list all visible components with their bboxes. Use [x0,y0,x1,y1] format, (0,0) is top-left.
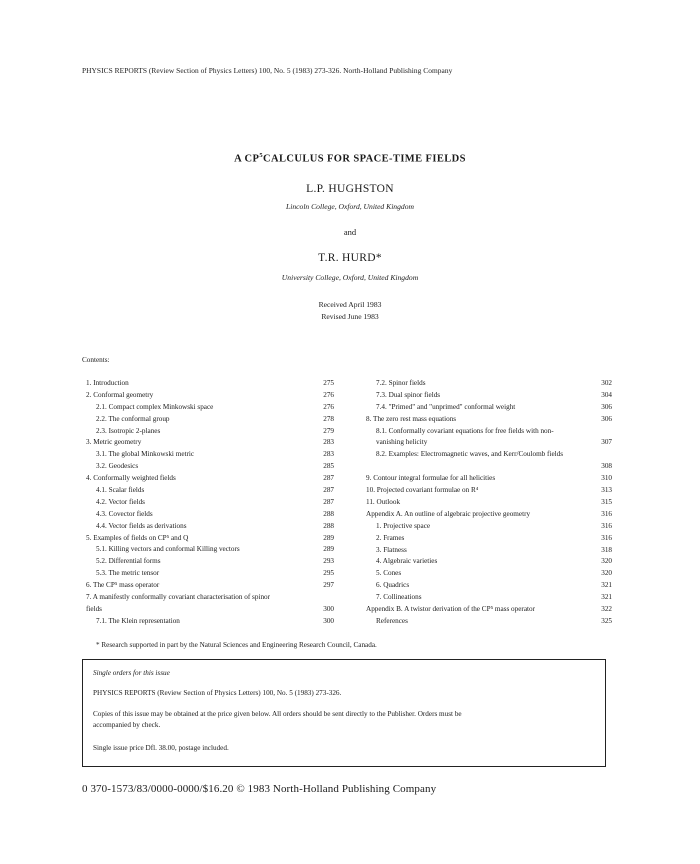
toc-entry-page: 315 [601,497,612,506]
toc-entry [86,378,334,390]
toc-entry-title: 4.4. Vector fields as derivations [96,521,187,530]
toc-entry-title: 4.1. Scalar fields [96,486,145,495]
toc-entry [86,616,334,628]
toc-entry-title: 3.2. Geodesics [96,462,139,471]
author-2-name: T.R. HURD* [318,252,382,264]
order-box-citation: PHYSICS REPORTS (Review Section of Physics Letters) 100, No. 5 (1983) 273-326. [93,689,342,697]
toc-entry-title: 3. Flatness [376,545,407,554]
toc-entry [366,473,612,485]
toc-right-column [366,378,612,628]
toc-entry-page: 297 [323,581,334,590]
toc-entry-page: 276 [323,390,334,399]
toc-entry-title: 3. Metric geometry [86,438,142,447]
toc-entry [366,378,612,390]
toc-entry [86,414,334,426]
toc-entry-title: 8. The zero rest mass equations [366,414,457,423]
toc-entry-title: 5.1. Killing vectors and conformal Killing vectors [96,545,240,554]
toc-entry [366,414,612,426]
toc-entry-page: 288 [323,521,334,530]
toc-entry-title: 7. A manifestly conformally covariant characterisation of spinor fields [86,593,271,613]
toc-entry-title: 7.1. The Klein representation [96,616,180,625]
toc-entry [366,556,612,568]
toc-entry-title: 2. Frames [376,533,405,542]
toc-entry-title: 2. Conformal geometry [86,390,154,399]
order-box-instructions: Copies of this issue may be obtained at the price given below. All orders should be sent directly to the Publisher. Orders must be [93,710,462,718]
running-head: PHYSICS REPORTS (Review Section of Physics Letters) 100, No. 5 (1983) 273-326. North-Holland Publishing Company [82,66,453,75]
toc-entry-title: 9. Contour integral formulae for all helicities [366,474,496,483]
author-1-name: L.P. HUGHSTON [306,183,394,195]
author-1-affiliation: Lincoln College, Oxford, United Kingdom [286,202,414,211]
title-prefix: A CP [234,153,260,165]
toc-entry-title: 11. Outlook [366,497,401,506]
toc-entry-page: 295 [323,569,334,578]
toc-entry [86,556,334,568]
order-box-instructions-cont: accompanied by check. [93,721,161,729]
toc-entry [86,449,334,461]
toc-entry-title: 5. Cones [376,569,402,578]
toc-entry-title: 2.2. The conformal group [96,414,170,423]
toc-entry-title: 4.2. Vector fields [96,497,145,506]
toc-entry-title: 5. Examples of fields on CP⁵ and Q [86,533,189,542]
toc-entry-title: 7. Collineations [376,593,422,602]
toc-entry-title: 7.3. Dual spinor fields [376,390,441,399]
toc-entry-page: 300 [323,616,334,625]
toc-entry [366,545,612,557]
toc-entry [86,509,334,521]
toc-entry-page: 316 [601,509,612,518]
toc-entry [86,485,334,497]
toc-entry-page: 320 [601,569,612,578]
toc-entry [86,521,334,533]
toc-entry-page: 283 [323,450,334,459]
toc-entry-page: 308 [601,462,612,471]
toc-entry-title: 2.1. Compact complex Minkowski space [96,402,214,411]
title-superscript: 5 [259,152,263,159]
toc-entry-page: 287 [323,474,334,483]
toc-entry-title: 6. The CP⁵ mass operator [86,581,160,590]
toc-entry [366,616,612,628]
toc-entry [86,592,334,616]
toc-entry-title: References [376,616,408,625]
toc-entry [366,509,612,521]
toc-entry-page: 287 [323,486,334,495]
toc-entry-page: 307 [601,438,612,447]
toc-entry [86,402,334,414]
toc-entry [86,461,334,473]
toc-entry-title: 4. Algebraic varieties [376,557,438,566]
toc-entry [366,533,612,545]
revised-date: Revised June 1983 [321,312,379,321]
toc-entry [366,449,612,473]
toc-entry [366,580,612,592]
toc-entry-title: 4. Conformally weighted fields [86,474,176,483]
toc-entry-page: 302 [601,379,612,387]
toc-entry-page: 313 [601,486,612,495]
toc-entry-page: 278 [323,414,334,423]
toc-entry-page: 320 [601,557,612,566]
toc-entry-page: 289 [323,533,334,542]
received-date: Received April 1983 [318,300,382,309]
toc-entry [366,426,612,450]
order-box-price: Single issue price Dfl. 38.00, postage included. [93,744,229,752]
toc-entry [366,521,612,533]
toc-entry [366,497,612,509]
toc-entry-page: 276 [323,402,334,411]
toc-entry-title: 5.2. Differential forms [96,557,161,566]
toc-entry [86,437,334,449]
toc-entry [86,473,334,485]
title-suffix: CALCULUS FOR SPACE-TIME FIELDS [263,153,466,165]
toc-entry-title: Appendix B. A twistor derivation of the CP⁵ mass operator [366,604,535,613]
toc-entry-title: 4.3. Covector fields [96,509,153,518]
toc-entry [86,544,334,556]
toc-entry-page: 322 [601,604,612,613]
toc-entry-title: 7.4. "Primed" and "unprimed" conformal weight [376,402,516,411]
toc-entry [86,533,334,545]
toc-entry-page: 306 [601,414,612,423]
toc-left-column [86,378,334,628]
order-info-box [82,659,606,767]
toc-entry-page: 283 [323,438,334,447]
toc-entry-page: 285 [323,462,334,471]
toc-entry-title: 10. Projected covariant formulae on R⁴ [366,486,479,495]
toc-entry [86,580,334,592]
footnote: * Research supported in part by the Natural Sciences and Engineering Research Council, Canada. [96,641,377,649]
toc-entry-title: 6. Quadrics [376,581,410,590]
toc-entry-title: 1. Projective space [376,521,431,530]
toc-entry [86,426,334,438]
and-separator: and [343,227,357,237]
toc-entry [366,592,612,604]
toc-entry-title: 5.3. The metric tensor [96,569,160,578]
toc-entry-title: 1. Introduction [86,379,129,387]
toc-entry-title: 3.1. The global Minkowski metric [96,450,195,459]
toc-entry [86,390,334,402]
toc-entry-page: 321 [601,593,612,602]
toc-entry-page: 316 [601,533,612,542]
toc-entry-page: 321 [601,581,612,590]
toc-entry [366,604,612,616]
toc-entry-page: 287 [323,497,334,506]
toc-entry [366,568,612,580]
author-2-affiliation: University College, Oxford, United Kingdom [281,273,419,282]
copyright-line: 0 370-1573/83/0000-0000/$16.20 © 1983 North-Holland Publishing Company [82,783,437,795]
toc-entry-title: 8.1. Conformally covariant equations for free fields with non-vanishing helicity [376,426,554,447]
toc-entry-title: 8.2. Examples: Electromagnetic waves, and Kerr/Coulomb fields [376,450,564,459]
toc-entry-page: 318 [601,545,612,554]
toc-entry-page: 275 [323,379,334,387]
toc-entry [366,390,612,402]
toc-entry-title: 2.3. Isotropic 2-planes [96,426,161,435]
toc-entry [86,497,334,509]
contents-label: Contents: [82,356,110,364]
toc-entry-page: 293 [323,557,334,566]
order-box-heading: Single orders for this issue [93,669,170,677]
toc-entry-page: 279 [323,426,334,435]
toc-entry-page: 316 [601,521,612,530]
paper-title [0,152,700,165]
toc-entry-page: 306 [601,402,612,411]
toc-entry-page: 288 [323,509,334,518]
toc-entry [366,485,612,497]
toc-entry-page: 310 [601,474,612,483]
toc-entry-title: 7.2. Spinor fields [376,379,426,387]
toc-entry [366,402,612,414]
toc-entry-page: 300 [323,604,334,613]
toc-entry-page: 304 [601,390,612,399]
toc-entry [86,568,334,580]
toc-entry-page: 289 [323,545,334,554]
toc-entry-title: Appendix A. An outline of algebraic projective geometry [366,509,531,518]
toc-entry-page: 325 [601,616,612,625]
